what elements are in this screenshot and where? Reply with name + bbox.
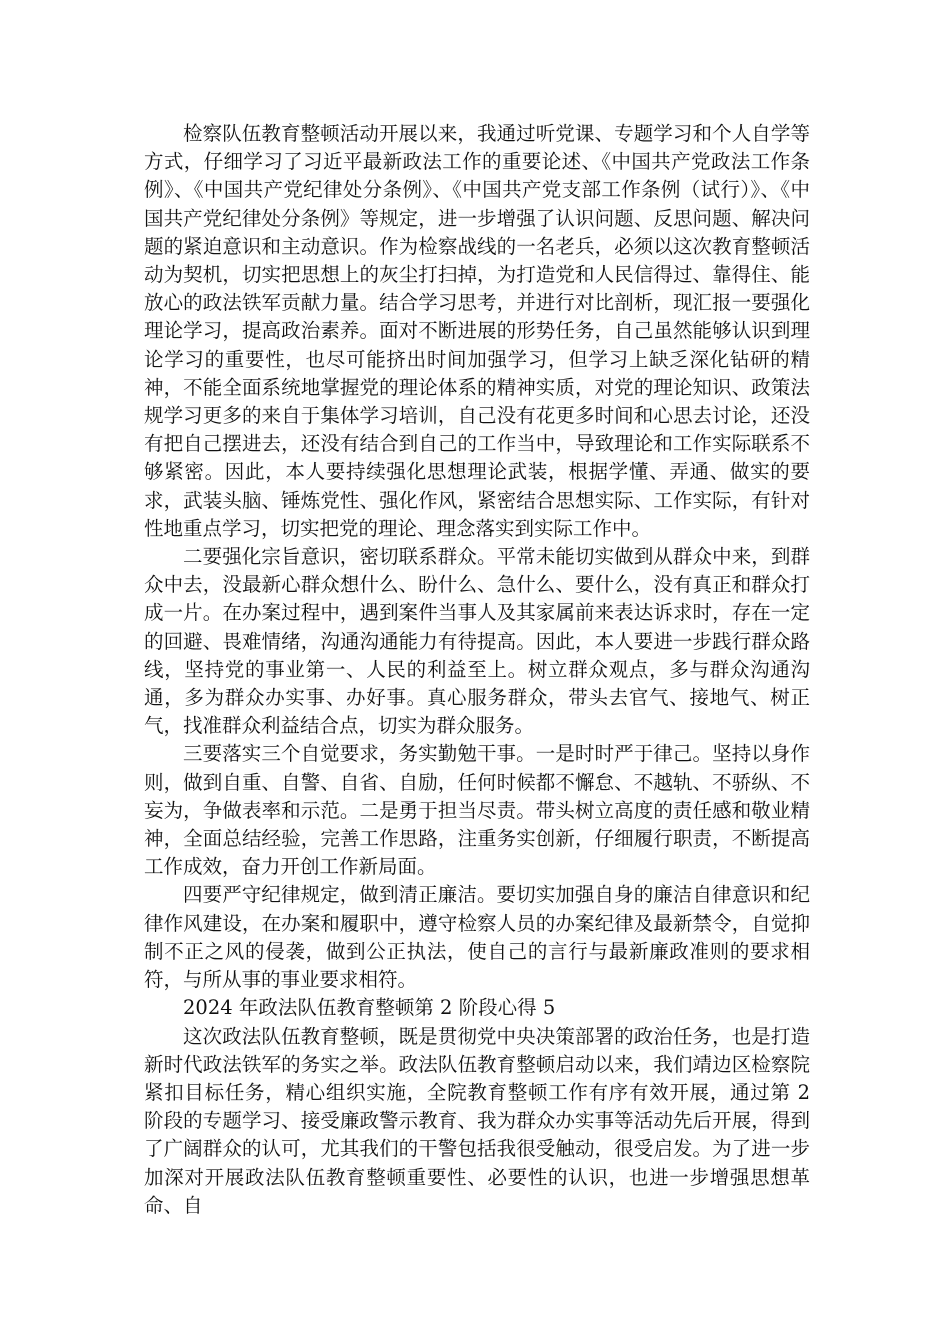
paragraph-1: 检察队伍教育整顿活动开展以来，我通过听党课、专题学习和个人自学等方式，仔细学习了习近平最新政法工作的重要论述、《中国共产党政法工作条例》、《中国共产党纪律处分条例》、《中国共产党支部工作条例（试行）》、《中国共产党纪律处分条例》等规定，进一步增强了认识问题、反思问题、解决问题的紧迫意识和主动意识。作为检察战线的一名老兵，必须以这次教育整顿活动为契机，切实把思想上的灰尘打扫掉，为打造党和人民信得过、靠得住、能放心的政法铁军贡献力量。结合学习思考，并进行对比剖析，现汇报一要强化理论学习，提高政治素养。面对不断进展的形势任务，自己虽然能够认识到理论学习的重要性，也尽可能挤出时间加强学习，但学习上缺乏深化钻研的精神，不能全面系统地掌握党的理论体系的精神实质，对党的理论知识、政策法规学习更多的来自于集体学习培训，自己没有花更多时间和心思去讨论，还没有把自己摆进去，还没有结合到自己的工作当中，导致理论和工作实际联系不够紧密。因此，本人要持续强化思想理论武装，根据学懂、弄通、做实的要求，武装头脑、锤炼党性、强化作风，紧密结合思想实际、工作实际，有针对性地重点学习，切实把党的理论、理念落实到实际工作中。 xyxy=(144,122,810,540)
document-body xyxy=(144,120,810,1220)
section-heading: 2024 年政法队伍教育整顿第 2 阶段心得 5 xyxy=(183,996,556,1020)
paragraph-3: 三要落实三个自觉要求，务实勤勉干事。一是时时严于律己。坚持以身作则，做到自重、自警、自省、自励，任何时候都不懈怠、不越轨、不骄纵、不妄为，争做表率和示范。二是勇于担当尽责。带头树立高度的责任感和敬业精神，全面总结经验，完善工作思路，注重务实创新，仔细履行职责，不断提高工作成效，奋力开创工作新局面。 xyxy=(144,742,810,879)
paragraph-5: 这次政法队伍教育整顿，既是贯彻党中央决策部署的政治任务，也是打造新时代政法铁军的务实之举。政法队伍教育整顿启动以来，我们靖边区检察院紧扣目标任务，精心组织实施，全院教育整顿工作有序有效开展，通过第 2 阶段的专题学习、接受廉政警示教育、我为群众办实事等活动先后开展，得到了广阔群众的认可，尤其我们的干警包括我很受触动，很受启发。为了进一步加深对开展政法队伍教育整顿重要性、必要性的认识，也进一步增强思想革命、自 xyxy=(144,1024,810,1217)
paragraph-4: 四要严守纪律规定，做到清正廉洁。要切实加强自身的廉洁自律意识和纪律作风建设，在办案和履职中，遵守检察人员的办案纪律及最新禁令，自觉抑制不正之风的侵袭，做到公正执法，使自己的言行与最新廉政准则的要求相符，与所从事的事业要求相符。 xyxy=(144,883,810,992)
paragraph-2: 二要强化宗旨意识，密切联系群众。平常未能切实做到从群众中来，到群众中去，没最新心群众想什么、盼什么、急什么、要什么，没有真正和群众打成一片。在办案过程中，遇到案件当事人及其家属前来表达诉求时，存在一定的回避、畏难情绪，沟通沟通能力有待提高。因此，本人要进一步践行群众路线，坚持党的事业第一、人民的利益至上。树立群众观点，多与群众沟通沟通，多为群众办实事、办好事。真心服务群众，带头去官气、接地气、树正气，找准群众利益结合点，切实为群众服务。 xyxy=(144,545,810,738)
